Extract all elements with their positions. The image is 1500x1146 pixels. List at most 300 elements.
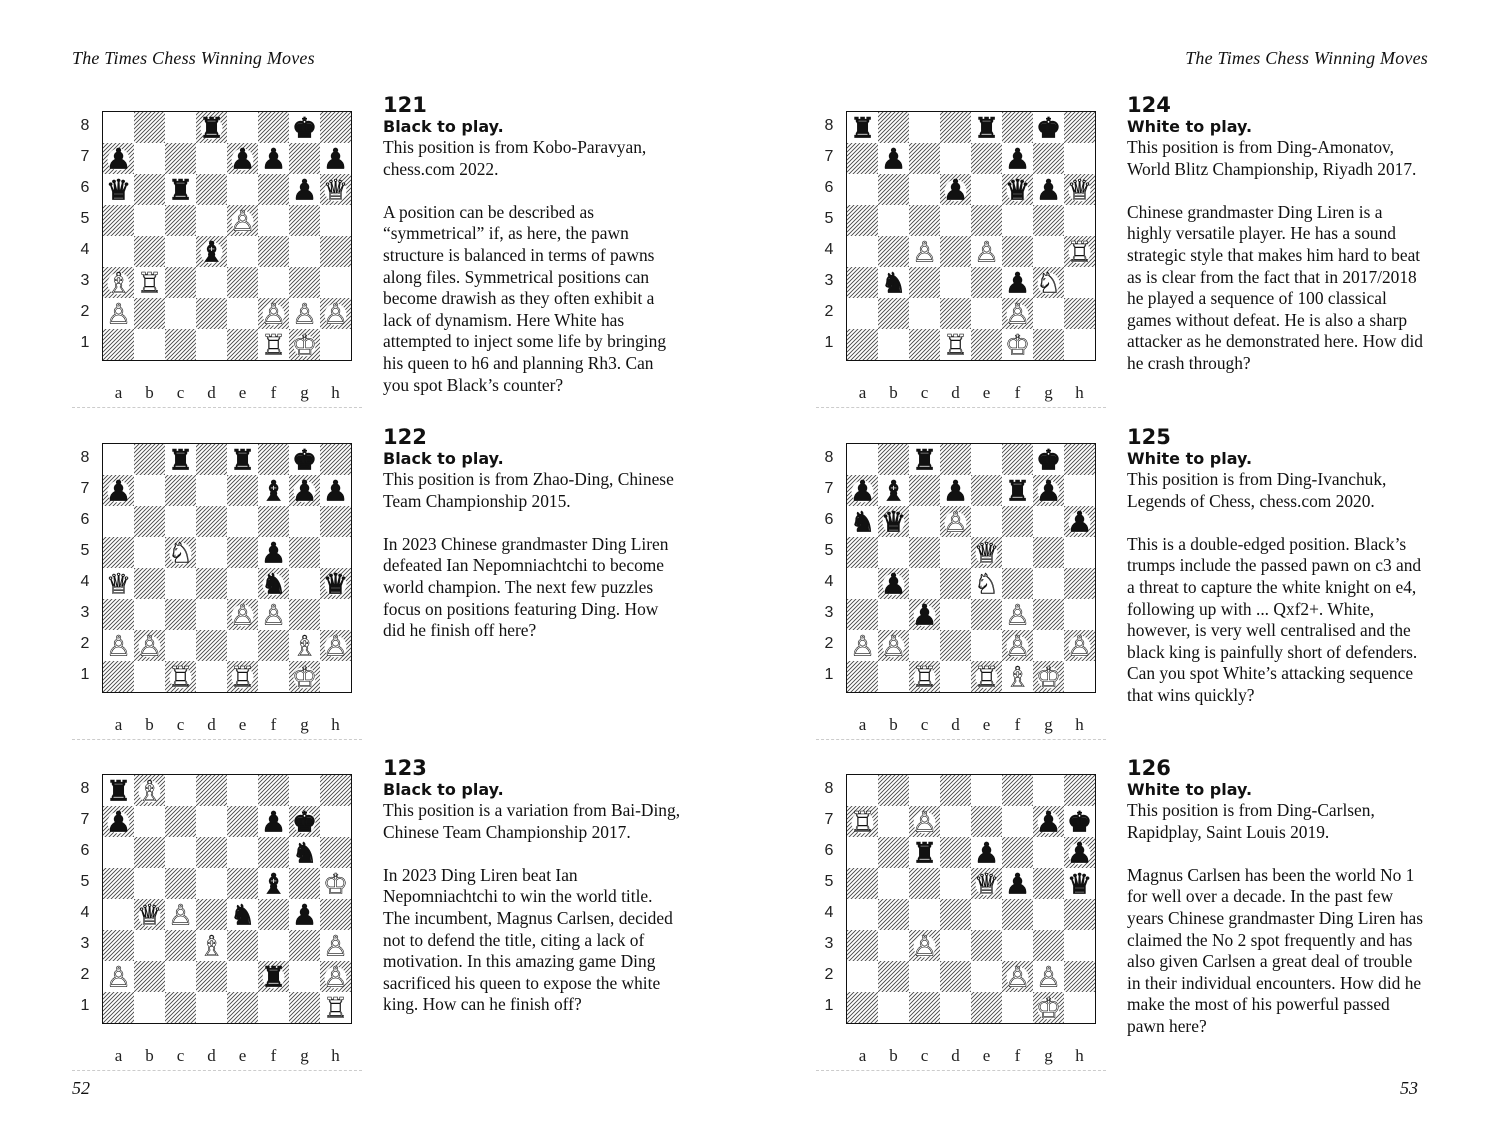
- white-pawn-icon: ♙: [322, 960, 349, 994]
- light-square: [165, 506, 196, 537]
- rank-label: 5: [824, 542, 834, 559]
- dark-square: [847, 329, 878, 360]
- file-label: f: [1014, 383, 1021, 402]
- black-knight-icon: ♞: [229, 898, 256, 932]
- dark-square: [320, 444, 351, 475]
- light-square: [878, 930, 909, 961]
- light-square: [847, 568, 878, 599]
- file-label: f: [1014, 715, 1021, 734]
- black-queen-icon: ♛: [1066, 867, 1093, 901]
- puzzle-description: [383, 469, 683, 642]
- puzzle-123: [72, 748, 752, 1068]
- light-square: [1002, 205, 1033, 236]
- paragraph: Magnus Carlsen has been the world No 1 for well over a decade. In the past few years Chinese grandmaster Ding Liren has claimed the No 2 spot frequently and has also given Carlsen a great deal of trouble in their individual encounters. How did he make the most of his powerful passed pawn here?: [1127, 864, 1424, 1036]
- dark-square: [103, 992, 134, 1023]
- rank-label: 3: [80, 604, 90, 621]
- chess-board: [846, 111, 1096, 361]
- white-bishop-icon: ♗: [136, 775, 163, 808]
- black-king-icon: ♚: [1035, 112, 1062, 145]
- file-label: a: [114, 715, 123, 734]
- light-square: [165, 568, 196, 599]
- file-label: e: [982, 1046, 991, 1065]
- file-label: f: [270, 715, 277, 734]
- black-pawn-icon: ♟: [942, 474, 969, 508]
- light-square: [320, 806, 351, 837]
- puzzle-number: 124: [1127, 93, 1171, 117]
- file-label: d: [207, 1046, 216, 1065]
- light-square: [1064, 992, 1095, 1023]
- light-square: [878, 599, 909, 630]
- light-square: [227, 174, 258, 205]
- light-square: [196, 475, 227, 506]
- dark-square: [878, 961, 909, 992]
- white-king-icon: ♔: [322, 867, 349, 901]
- black-bishop-icon: ♝: [198, 235, 225, 269]
- dark-square: [909, 143, 940, 174]
- light-square: [134, 143, 165, 174]
- white-queen-icon: ♕: [322, 173, 349, 207]
- black-pawn-icon: ♟: [1004, 867, 1031, 901]
- file-label: g: [1044, 715, 1053, 734]
- light-square: [940, 992, 971, 1023]
- dark-square: [940, 837, 971, 868]
- dark-square: [847, 267, 878, 298]
- light-square: [196, 661, 227, 692]
- dark-square: [258, 899, 289, 930]
- file-label: b: [889, 383, 898, 402]
- black-king-icon: ♚: [291, 444, 318, 477]
- file-label: h: [331, 715, 340, 734]
- white-bishop-icon: ♗: [291, 629, 318, 663]
- dark-square: [1033, 329, 1064, 360]
- dark-square: [320, 899, 351, 930]
- dark-square: [134, 837, 165, 868]
- diagram: [816, 441, 1106, 737]
- side-to-play: Black to play.: [383, 780, 504, 799]
- rank-label: 3: [824, 935, 834, 952]
- dark-square: [909, 329, 940, 360]
- puzzle-description: [1127, 469, 1427, 707]
- dark-square: [940, 112, 971, 143]
- rank-label: 7: [80, 480, 90, 497]
- light-square: [134, 806, 165, 837]
- rank-label: 4: [824, 573, 834, 590]
- dark-square: [289, 205, 320, 236]
- white-pawn-icon: ♙: [260, 297, 287, 331]
- dark-square: [320, 775, 351, 806]
- rank-label: 4: [80, 904, 90, 921]
- light-square: [258, 930, 289, 961]
- dark-square: [103, 930, 134, 961]
- dark-square: [940, 236, 971, 267]
- white-king-icon: ♔: [1035, 660, 1062, 692]
- dark-square: [196, 506, 227, 537]
- side-to-play: White to play.: [1127, 449, 1253, 468]
- light-square: [1064, 537, 1095, 568]
- light-square: [1033, 506, 1064, 537]
- light-square: [847, 444, 878, 475]
- rank-label: 8: [80, 780, 90, 797]
- light-square: [289, 961, 320, 992]
- white-rook-icon: ♖: [260, 328, 287, 360]
- rank-label: 1: [80, 666, 90, 683]
- paragraph: In 2023 Ding Liren beat Ian Nepomniachtchi to win the world title. The incumbent, Magnus Carlsen, decided not to defend the title, citing a lack of motivation. In this amazing game Ding sacrificed his queen to expose the white king. How can he finish off?: [383, 864, 673, 1015]
- white-pawn-icon: ♙: [911, 929, 938, 963]
- puzzle-description: [383, 800, 683, 1016]
- light-square: [1002, 537, 1033, 568]
- dark-square: [847, 143, 878, 174]
- dark-square: [258, 630, 289, 661]
- dark-square: [165, 143, 196, 174]
- white-pawn-icon: ♙: [167, 898, 194, 932]
- black-pawn-icon: ♟: [880, 142, 907, 176]
- dark-square: [103, 661, 134, 692]
- light-square: [909, 568, 940, 599]
- rank-label: 2: [824, 303, 834, 320]
- rank-label: 5: [80, 873, 90, 890]
- light-square: [227, 236, 258, 267]
- chess-board: [102, 111, 352, 361]
- dark-square: [878, 837, 909, 868]
- file-label: d: [207, 715, 216, 734]
- board-svg: [103, 775, 351, 1023]
- light-square: [1033, 298, 1064, 329]
- light-square: [971, 174, 1002, 205]
- board-svg: [103, 444, 351, 692]
- black-pawn-icon: ♟: [1035, 474, 1062, 508]
- white-knight-icon: ♘: [167, 536, 194, 570]
- white-pawn-icon: ♙: [1035, 960, 1062, 994]
- light-square: [134, 868, 165, 899]
- file-label: h: [331, 383, 340, 402]
- dark-square: [1064, 112, 1095, 143]
- paragraph: This position is from Ding-Carlsen, Rapidplay, Saint Louis 2019.: [1127, 800, 1375, 842]
- light-square: [165, 112, 196, 143]
- white-pawn-icon: ♙: [1004, 598, 1031, 632]
- dark-square: [909, 205, 940, 236]
- dark-square: [847, 661, 878, 692]
- dark-square: [258, 837, 289, 868]
- white-rook-icon: ♖: [136, 266, 163, 300]
- rank-label: 4: [824, 904, 834, 921]
- light-square: [103, 837, 134, 868]
- file-label: f: [1014, 1046, 1021, 1065]
- file-label: b: [145, 383, 154, 402]
- white-queen-icon: ♕: [105, 567, 132, 601]
- white-pawn-icon: ♙: [973, 235, 1000, 269]
- dark-square: [165, 329, 196, 360]
- rank-label: 7: [824, 811, 834, 828]
- black-pawn-icon: ♟: [291, 474, 318, 508]
- rank-label: 1: [80, 997, 90, 1014]
- dark-square: [196, 174, 227, 205]
- rank-label: 1: [824, 997, 834, 1014]
- black-pawn-icon: ♟: [260, 536, 287, 570]
- dark-square: [196, 298, 227, 329]
- white-pawn-icon: ♙: [105, 629, 132, 663]
- dark-square: [971, 992, 1002, 1023]
- light-square: [971, 506, 1002, 537]
- light-square: [320, 329, 351, 360]
- board-svg: [847, 112, 1095, 360]
- light-square: [227, 112, 258, 143]
- dark-square: [940, 444, 971, 475]
- white-rook-icon: ♖: [229, 660, 256, 692]
- diagram: [816, 109, 1106, 405]
- rank-label: 8: [824, 449, 834, 466]
- dark-square: [103, 599, 134, 630]
- white-knight-icon: ♘: [973, 567, 1000, 601]
- puzzle-number: 123: [383, 756, 427, 780]
- light-square: [196, 267, 227, 298]
- light-square: [196, 329, 227, 360]
- light-square: [227, 837, 258, 868]
- dark-square: [103, 868, 134, 899]
- side-to-play: White to play.: [1127, 117, 1253, 136]
- light-square: [847, 837, 878, 868]
- chess-board: [846, 774, 1096, 1024]
- black-queen-icon: ♛: [105, 173, 132, 207]
- dark-square: [320, 506, 351, 537]
- dark-square: [165, 992, 196, 1023]
- black-king-icon: ♚: [1066, 805, 1093, 839]
- rank-label: 1: [80, 334, 90, 351]
- rank-label: 2: [80, 966, 90, 983]
- light-square: [227, 506, 258, 537]
- dark-square: [878, 236, 909, 267]
- dark-square: [1064, 298, 1095, 329]
- file-label: a: [858, 715, 867, 734]
- light-square: [289, 568, 320, 599]
- file-label: c: [920, 715, 929, 734]
- file-label: a: [114, 383, 123, 402]
- white-knight-icon: ♘: [1035, 266, 1062, 300]
- file-label: b: [145, 1046, 154, 1065]
- dark-square: [1002, 506, 1033, 537]
- light-square: [103, 236, 134, 267]
- light-square: [134, 475, 165, 506]
- white-pawn-icon: ♙: [322, 297, 349, 331]
- rank-label: 3: [80, 935, 90, 952]
- light-square: [971, 899, 1002, 930]
- file-label: g: [300, 1046, 309, 1065]
- black-pawn-icon: ♟: [1035, 805, 1062, 839]
- dark-square: [196, 630, 227, 661]
- file-label: e: [238, 715, 247, 734]
- light-square: [909, 630, 940, 661]
- light-square: [1033, 775, 1064, 806]
- rank-label: 2: [80, 303, 90, 320]
- black-rook-icon: ♜: [198, 112, 225, 145]
- black-bishop-icon: ♝: [260, 867, 287, 901]
- diagram: [816, 772, 1106, 1068]
- paragraph: This position is a variation from Bai-Ding, Chinese Team Championship 2017.: [383, 800, 681, 842]
- light-square: [165, 630, 196, 661]
- black-rook-icon: ♜: [973, 112, 1000, 145]
- running-head: The Times Chess Winning Moves: [1185, 48, 1428, 68]
- light-square: [165, 298, 196, 329]
- dark-square: [320, 112, 351, 143]
- white-bishop-icon: ♗: [105, 266, 132, 300]
- black-pawn-icon: ♟: [1035, 173, 1062, 207]
- rank-label: 6: [824, 842, 834, 859]
- dark-square: [971, 267, 1002, 298]
- black-knight-icon: ♞: [849, 505, 876, 539]
- light-square: [940, 661, 971, 692]
- light-square: [971, 961, 1002, 992]
- file-label: b: [889, 715, 898, 734]
- white-rook-icon: ♖: [849, 805, 876, 839]
- black-queen-icon: ♛: [1004, 173, 1031, 207]
- dark-square: [909, 537, 940, 568]
- light-square: [227, 568, 258, 599]
- light-square: [320, 537, 351, 568]
- dark-square: [940, 298, 971, 329]
- paragraph: This position is from Ding-Ivanchuk, Legends of Chess, chess.com 2020.: [1127, 469, 1387, 511]
- light-square: [289, 236, 320, 267]
- file-label: g: [300, 383, 309, 402]
- file-label: a: [114, 1046, 123, 1065]
- light-square: [320, 599, 351, 630]
- light-square: [878, 537, 909, 568]
- dark-square: [103, 205, 134, 236]
- rank-label: 4: [824, 241, 834, 258]
- light-square: [1033, 236, 1064, 267]
- light-square: [320, 267, 351, 298]
- white-rook-icon: ♖: [973, 660, 1000, 692]
- white-pawn-icon: ♙: [260, 598, 287, 632]
- black-pawn-icon: ♟: [1066, 836, 1093, 870]
- white-rook-icon: ♖: [322, 991, 349, 1023]
- dark-square: [909, 267, 940, 298]
- dark-square: [1064, 444, 1095, 475]
- light-square: [940, 806, 971, 837]
- light-square: [165, 236, 196, 267]
- puzzle-text: [383, 748, 683, 1016]
- paragraph: In 2023 Chinese grandmaster Ding Liren defeated Ian Nepomniachtchi to become world champion. The next few puzzles focus on positions featuring Ding. How did he finish off here?: [383, 533, 669, 641]
- paragraph: This position is from Ding-Amonatov, World Blitz Championship, Riyadh 2017.: [1127, 137, 1417, 179]
- dark-square: [258, 174, 289, 205]
- file-label: a: [858, 1046, 867, 1065]
- rank-label: 3: [824, 272, 834, 289]
- light-square: [134, 599, 165, 630]
- board-svg: [847, 444, 1095, 692]
- black-pawn-icon: ♟: [1004, 142, 1031, 176]
- black-pawn-icon: ♟: [1066, 505, 1093, 539]
- file-label: d: [207, 383, 216, 402]
- puzzle-text: [1127, 748, 1427, 1038]
- light-square: [1064, 205, 1095, 236]
- puzzle-text: [1127, 417, 1427, 707]
- rank-label: 6: [80, 179, 90, 196]
- black-pawn-icon: ♟: [105, 805, 132, 839]
- running-head: The Times Chess Winning Moves: [72, 48, 315, 68]
- light-square: [909, 112, 940, 143]
- dark-square: [1064, 568, 1095, 599]
- light-square: [258, 267, 289, 298]
- white-pawn-icon: ♙: [1004, 960, 1031, 994]
- dark-square: [847, 599, 878, 630]
- black-bishop-icon: ♝: [880, 474, 907, 508]
- dark-square: [134, 298, 165, 329]
- dark-square: [940, 961, 971, 992]
- dark-square: [134, 112, 165, 143]
- file-label: g: [300, 715, 309, 734]
- light-square: [971, 444, 1002, 475]
- light-square: [940, 205, 971, 236]
- black-pawn-icon: ♟: [291, 898, 318, 932]
- dark-square: [134, 506, 165, 537]
- black-rook-icon: ♜: [229, 444, 256, 477]
- dark-square: [227, 806, 258, 837]
- puzzle-125: [816, 417, 1496, 737]
- file-label: f: [270, 383, 277, 402]
- dark-square: [878, 174, 909, 205]
- dark-square: [1002, 899, 1033, 930]
- dark-square: [878, 899, 909, 930]
- file-label: f: [270, 1046, 277, 1065]
- dark-square: [1002, 444, 1033, 475]
- dark-square: [165, 930, 196, 961]
- puzzle-number: 121: [383, 93, 427, 117]
- light-square: [1064, 599, 1095, 630]
- dark-square: [1033, 537, 1064, 568]
- black-pawn-icon: ♟: [973, 836, 1000, 870]
- black-rook-icon: ♜: [167, 173, 194, 207]
- white-pawn-icon: ♙: [105, 960, 132, 994]
- puzzle-124: [816, 85, 1496, 405]
- right-page: [750, 0, 1500, 1146]
- light-square: [847, 775, 878, 806]
- paragraph: This is a double-edged position. Black’s trumps include the passed pawn on c3 and a threat to capture the white knight on e4, following up with ... Qxf2+. White, however, is very well centralised and the black king is painfully short of defenders. Can you spot White’s attacking sequence that wins quickly?: [1127, 533, 1422, 705]
- white-pawn-icon: ♙: [911, 805, 938, 839]
- dark-square: [971, 806, 1002, 837]
- light-square: [1002, 930, 1033, 961]
- black-pawn-icon: ♟: [105, 142, 132, 176]
- black-rook-icon: ♜: [260, 960, 287, 994]
- rank-label: 5: [824, 210, 834, 227]
- puzzle-description: [1127, 137, 1427, 375]
- white-pawn-icon: ♙: [105, 297, 132, 331]
- light-square: [258, 205, 289, 236]
- dark-square: [196, 775, 227, 806]
- light-square: [1064, 267, 1095, 298]
- rank-label: 6: [80, 511, 90, 528]
- dark-square: [258, 444, 289, 475]
- white-pawn-icon: ♙: [229, 204, 256, 238]
- light-square: [227, 775, 258, 806]
- file-label: b: [889, 1046, 898, 1065]
- white-king-icon: ♔: [291, 660, 318, 692]
- light-square: [134, 205, 165, 236]
- white-pawn-icon: ♙: [136, 629, 163, 663]
- dark-square: [909, 475, 940, 506]
- dark-square: [878, 112, 909, 143]
- file-label: g: [1044, 383, 1053, 402]
- file-label: c: [176, 715, 185, 734]
- dark-square: [289, 143, 320, 174]
- puzzle-description: [1127, 800, 1427, 1038]
- black-knight-icon: ♞: [291, 836, 318, 870]
- dark-square: [165, 475, 196, 506]
- file-label: h: [1075, 1046, 1084, 1065]
- light-square: [196, 806, 227, 837]
- file-label: e: [238, 1046, 247, 1065]
- light-square: [1064, 930, 1095, 961]
- rank-label: 2: [80, 635, 90, 652]
- page-number: 53: [1400, 1078, 1418, 1098]
- light-square: [289, 506, 320, 537]
